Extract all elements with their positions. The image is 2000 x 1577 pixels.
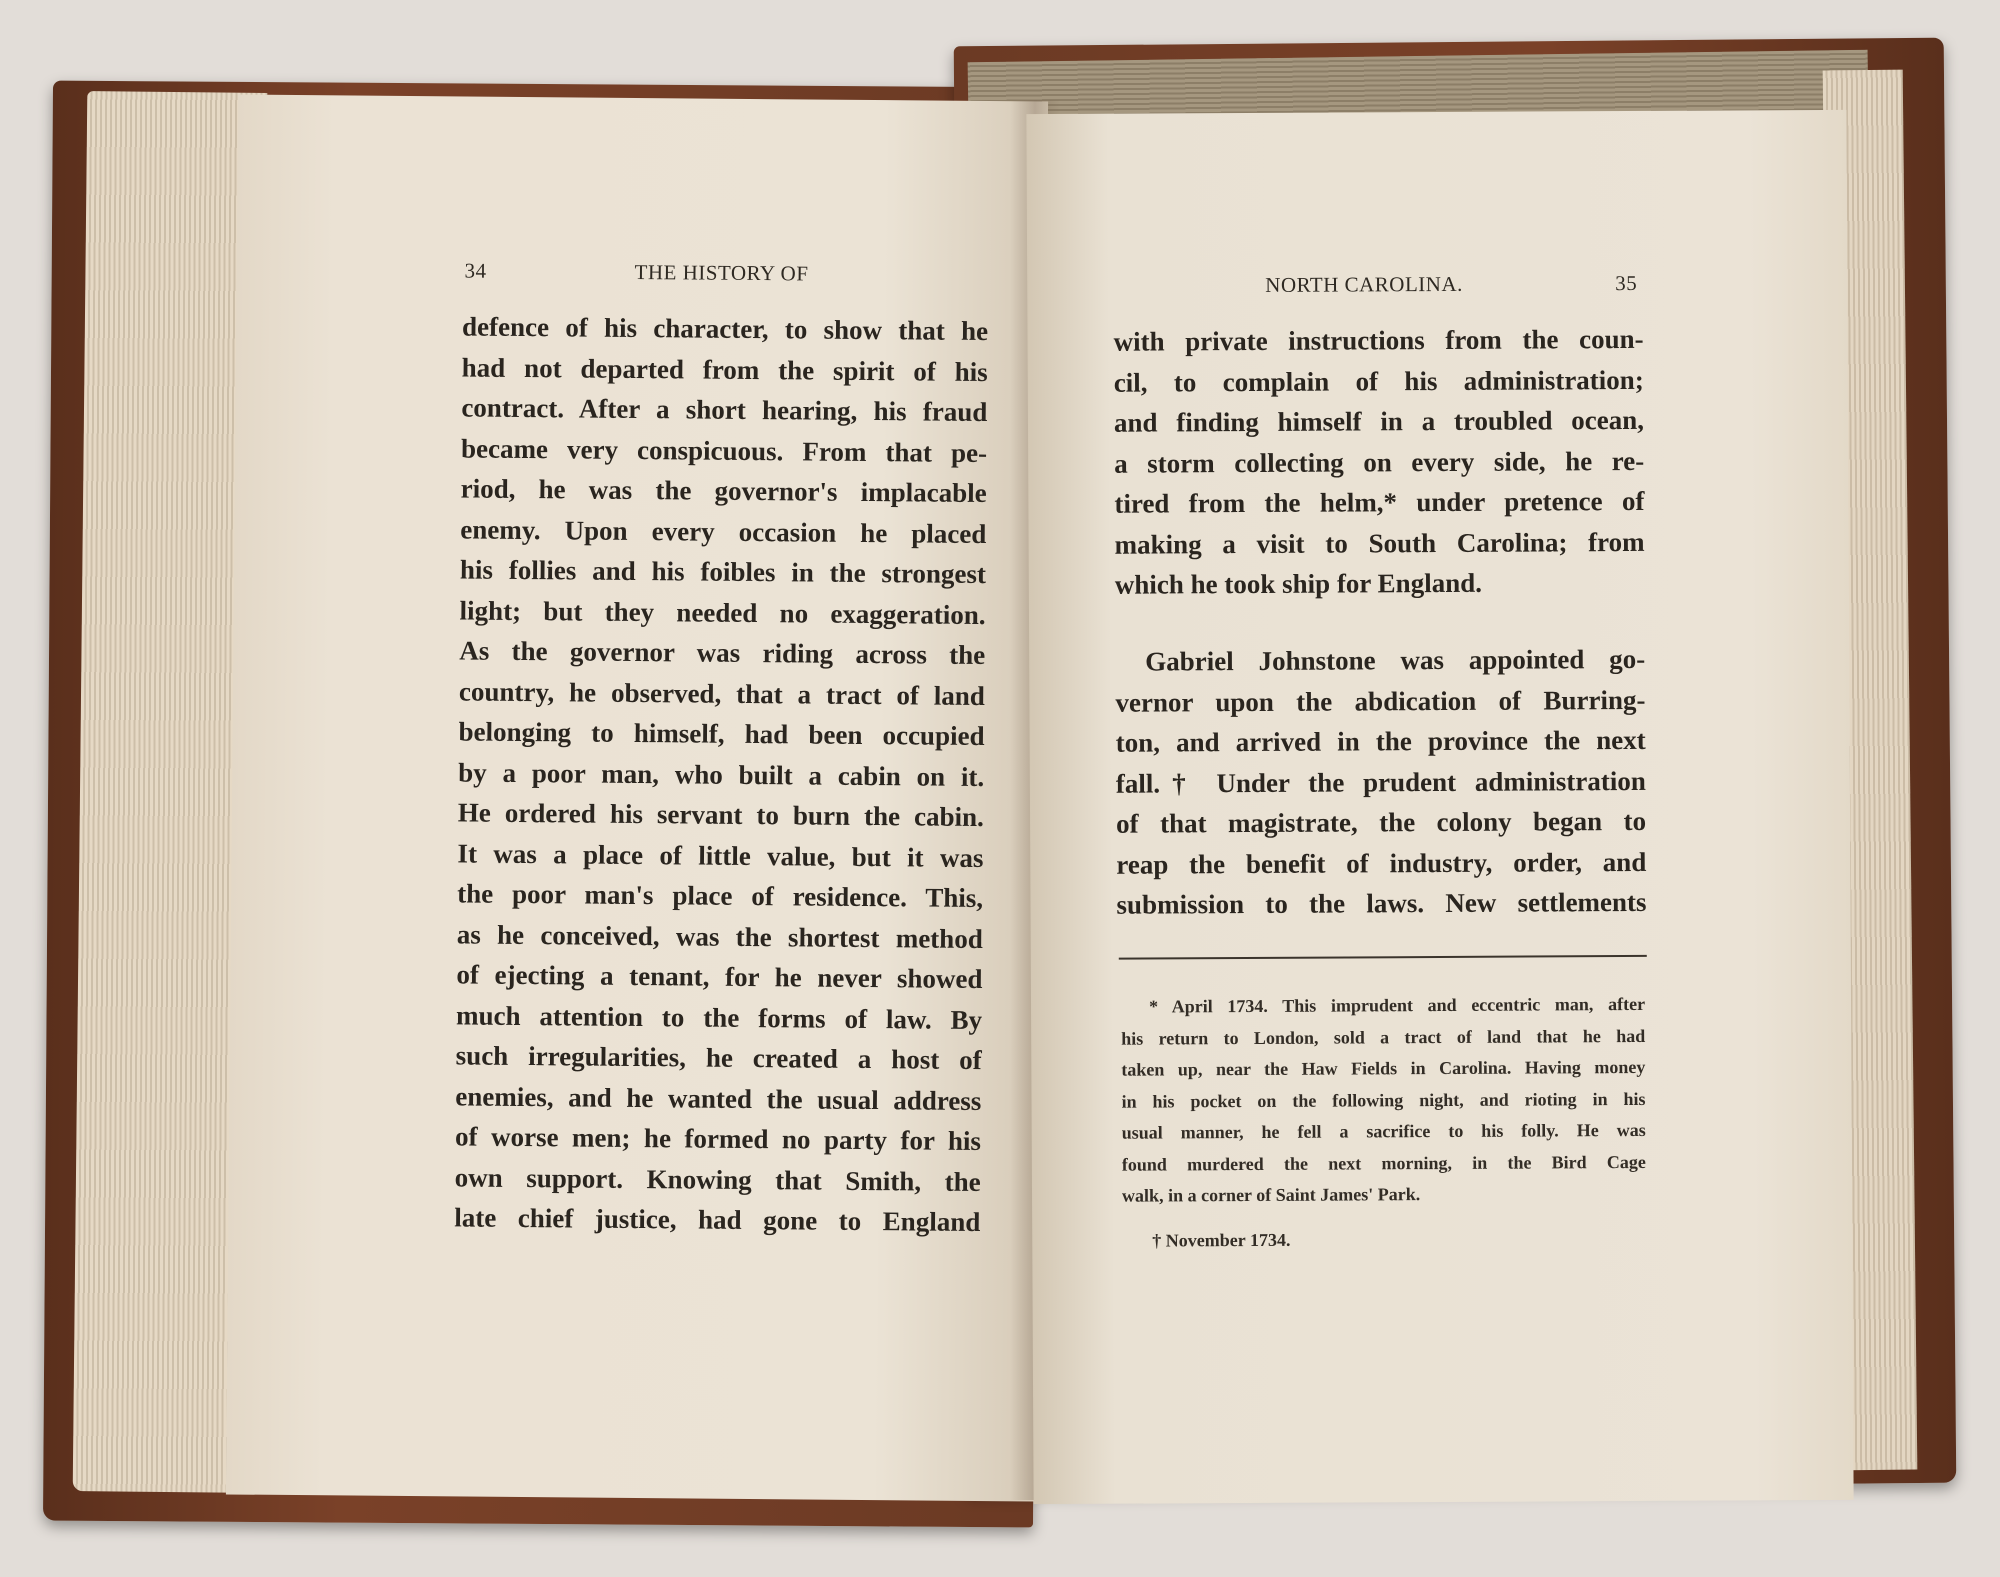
- footnote-april-1734: [1121, 989, 1646, 1212]
- text-line: enemy. Upon every occasion he placed: [460, 513, 987, 549]
- text-line: of ejecting a tenant, for he never showed: [456, 959, 983, 995]
- text-line: his follies and his foibles in the strongest: [459, 554, 987, 590]
- text-line: as he conceived, was the shortest method: [456, 918, 983, 954]
- running-head-left: THE HISTORY OF: [634, 259, 809, 286]
- text-line: of worse men; he formed no party for his: [454, 1121, 982, 1157]
- text-line: such irregularities, he created a host of: [455, 1040, 982, 1076]
- text-line: own support. Knowing that Smith, the: [454, 1161, 981, 1197]
- text-line: much attention to the forms of law. By: [455, 999, 983, 1035]
- text-line: a storm collecting on every side, he re-: [1114, 445, 1645, 479]
- text-line: As the governor was riding across the: [459, 635, 986, 671]
- text-line: the poor man's place of residence. This,: [457, 878, 984, 914]
- footnote-line: * April 1734. This imprudent and eccentric man, after: [1148, 993, 1646, 1017]
- left-page: [226, 94, 1048, 1501]
- text-line: with private instructions from the coun-: [1113, 323, 1644, 357]
- text-line: He ordered his servant to burn the cabin.: [457, 797, 984, 833]
- footnote-line: usual manner, he fell a sacrifice to his folly. He was: [1121, 1119, 1646, 1143]
- right-page-paragraph-1: [1113, 319, 1644, 605]
- right-page: [1026, 110, 1853, 1504]
- right-page-paragraph-2: [1115, 639, 1646, 925]
- page-number-left: 34: [464, 258, 487, 283]
- text-line: making a visit to South Carolina; from: [1114, 526, 1645, 560]
- text-line: light; but they needed no exaggeration.: [459, 594, 986, 630]
- text-line: ton, and arrived in the province the next: [1115, 724, 1646, 758]
- footnote-november-1734: † November 1734.: [1152, 1229, 1291, 1251]
- footnote-line: found murdered the next morning, in the Bird Cage: [1121, 1151, 1646, 1175]
- text-line: vernor upon the abdication of Burring-: [1115, 684, 1646, 718]
- text-line: riod, he was the governor's implacable: [460, 473, 987, 509]
- text-line: contract. After a short hearing, his fraud: [461, 392, 988, 428]
- text-line: submission to the laws. New settlements: [1116, 886, 1647, 920]
- text-line: cil, to complain of his administration;: [1113, 364, 1644, 398]
- text-line: Gabriel Johnstone was appointed go-: [1145, 643, 1646, 677]
- text-line: late chief justice, had gone to England: [454, 1202, 981, 1238]
- running-head-right: NORTH CAROLINA.: [1265, 271, 1463, 297]
- footnote-line: in his pocket on the following night, and rioting in his: [1121, 1088, 1646, 1112]
- left-page-text: [454, 306, 988, 1242]
- text-line: country, he observed, that a tract of land: [458, 675, 986, 711]
- text-line: defence of his character, to show that he: [461, 311, 989, 347]
- text-line: of that magistrate, the colony began to: [1116, 805, 1647, 839]
- text-line: tired from the helm,* under pretence of: [1114, 485, 1645, 519]
- text-line: by a poor man, who built a cabin on it.: [458, 756, 985, 792]
- text-line: fall.† Under the prudent administration: [1115, 765, 1646, 799]
- text-line: became very conspicuous. From that pe-: [460, 432, 988, 468]
- text-line: belonging to himself, had been occupied: [458, 716, 985, 752]
- text-line: enemies, and he wanted the usual address: [455, 1080, 982, 1116]
- footnote-line: taken up, near the Haw Fields in Carolina. Having money: [1121, 1056, 1646, 1080]
- text-line: had not departed from the spirit of his: [461, 351, 988, 387]
- text-line: and finding himself in a troubled ocean,: [1113, 404, 1645, 438]
- footnote-line: his return to London, sold a tract of land that he had: [1121, 1025, 1646, 1049]
- text-line: which he took ship for England.: [1114, 567, 1483, 600]
- text-line: It was a place of little value, but it was: [457, 837, 984, 873]
- text-line: reap the benefit of industry, order, and: [1116, 846, 1647, 880]
- page-number-right: 35: [1615, 270, 1638, 296]
- footnote-rule: [1119, 955, 1647, 960]
- footnote-line: walk, in a corner of Saint James' Park.: [1121, 1184, 1421, 1206]
